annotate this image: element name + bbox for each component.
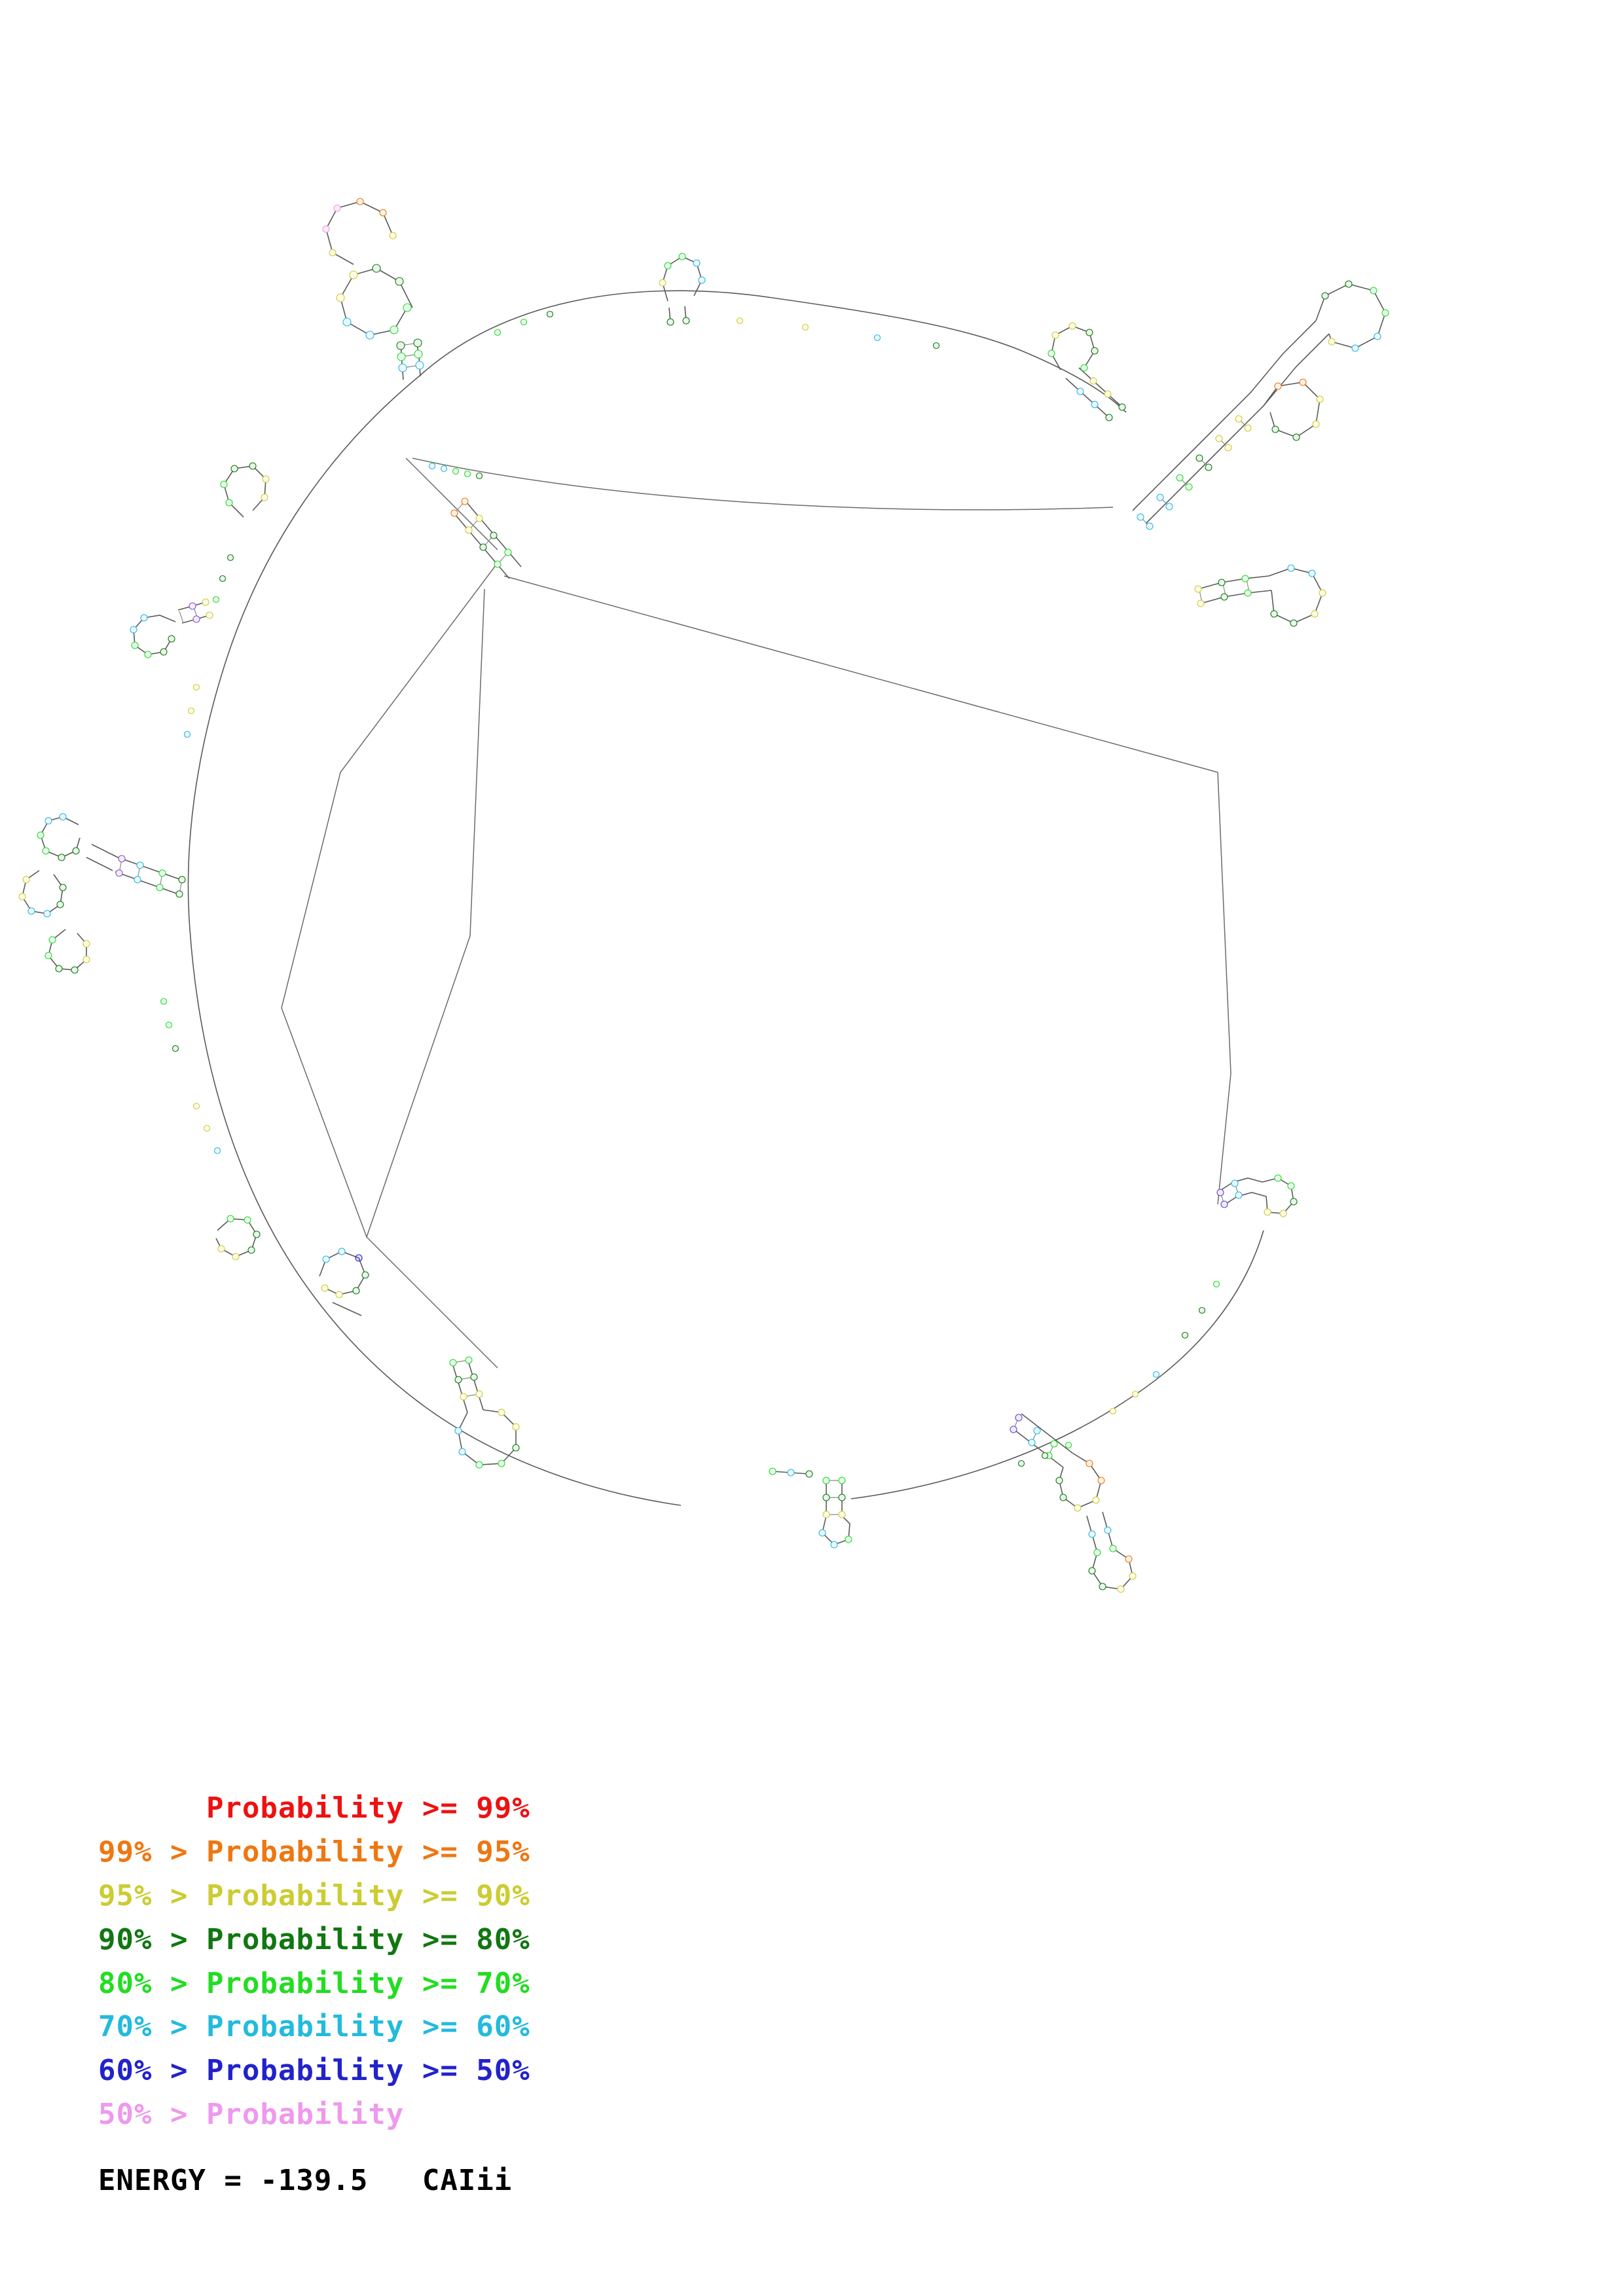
stem-loop-bottom-left xyxy=(450,1357,519,1468)
legend-row-1 xyxy=(98,1831,1623,1874)
stem-loop-bottom-left-small xyxy=(769,1468,812,1477)
stem-loop-top-right xyxy=(1048,323,1125,421)
legend-row-2 xyxy=(98,1874,1623,1918)
backbone-layer xyxy=(188,291,1264,1505)
legend-label-4: 80% > Probability >= 70% xyxy=(98,1966,530,2000)
legend-label-2: 95% > Probability >= 90% xyxy=(98,1878,530,1912)
stem-loop-left-mid-upper xyxy=(130,599,213,658)
legend-label-5: 70% > Probability >= 60% xyxy=(98,2010,530,2044)
legend-label-3: 90% > Probability >= 80% xyxy=(98,1922,530,1956)
stem-loop-right-lower xyxy=(1217,1175,1297,1217)
stem-loop-lower-left-b xyxy=(319,1248,369,1316)
legend-row-5 xyxy=(98,2005,1623,2049)
probability-legend xyxy=(0,1787,1623,2203)
legend-row-3 xyxy=(98,1918,1623,1962)
stem-loop-right-middle xyxy=(1195,565,1326,626)
backbone-beads-top xyxy=(495,312,939,349)
legend-row-6 xyxy=(98,2049,1623,2093)
legend-row-7 xyxy=(98,2093,1623,2137)
stem-loop-bottom-center xyxy=(819,1477,852,1548)
stem-loop-bottom-right xyxy=(1010,1414,1136,1592)
stem-loop-top-center xyxy=(659,253,705,325)
legend-label-0: Probability >= 99% xyxy=(206,1791,530,1825)
multiloop-left xyxy=(19,814,185,973)
stem-loop-left-upper xyxy=(221,463,269,517)
legend-label-1: 99% > Probability >= 95% xyxy=(98,1835,530,1869)
stem-arm-upper-right xyxy=(1133,281,1389,529)
backbone-beads-bottom xyxy=(1019,1282,1220,1467)
backbone-beads-left xyxy=(161,555,234,1154)
legend-label-7: 50% > Probability xyxy=(98,2098,405,2132)
stem-loop-layer xyxy=(19,198,1389,1592)
stem-loop-lower-left-a xyxy=(216,1215,260,1260)
legend-label-6: 60% > Probability >= 50% xyxy=(98,2054,530,2088)
legend-row-0 xyxy=(98,1787,1623,1831)
stem-loop-top-left xyxy=(323,198,424,380)
legend-row-4 xyxy=(98,1962,1623,2006)
energy-line: ENERGY = -139.5 CAIii xyxy=(98,2164,513,2197)
